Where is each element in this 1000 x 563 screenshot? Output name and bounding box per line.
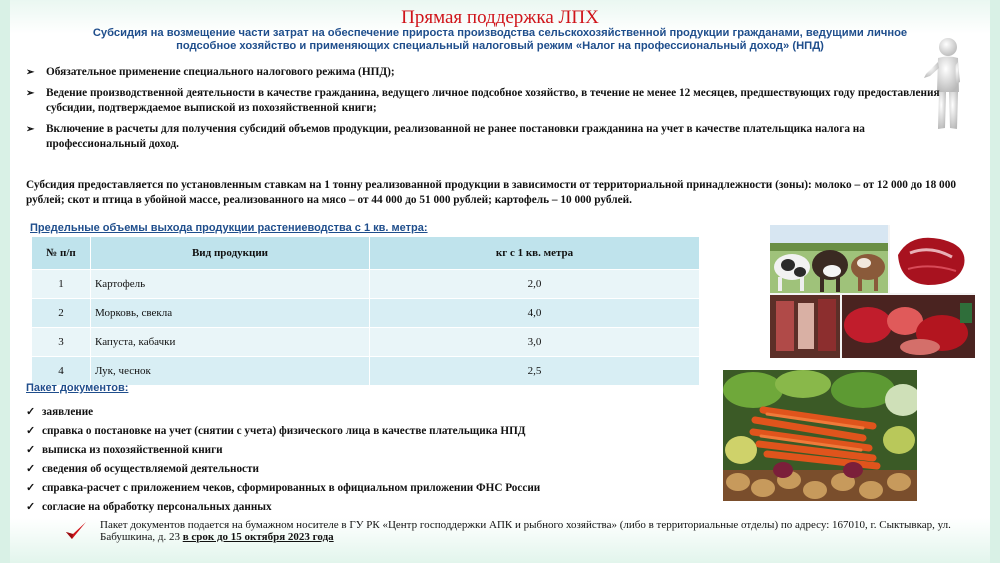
check-icon: ✓ [26, 482, 36, 494]
subsidy-rates-text: Субсидия предоставляется по установленным ставкам на 1 тонну реализованной продукции в зависимости от территориальной принадлежности (зоны): молоко – от 12 000 до 18 000 рублей; скот и птица в убойной массе, реализованного на мясо – от 44 000 до 51 000 рублей; картофель – 10 000 рублей. [26, 179, 956, 206]
table-cell: Картофель [91, 270, 370, 299]
table-cell: Лук, чеснок [91, 357, 370, 386]
document-item: ✓ согласие на обработку персональных данных [26, 498, 716, 517]
arrow-bullet-icon: ➢ [26, 88, 35, 99]
table-cell: 2,5 [370, 357, 700, 386]
table-header-cell: кг с 1 кв. метра [370, 237, 700, 270]
table-row [32, 328, 700, 357]
production-table [31, 236, 700, 386]
document-item: ✓ выписка из похозяйственной книги [26, 441, 716, 460]
table-row [32, 357, 700, 386]
requirement-item: ➢ Включение в расчеты для получения субсидий объемов продукции, реализованной не ранее постановки гражданина на учет в качестве плательщика налога на профессиональный доход. [26, 123, 865, 150]
table-cell: 4,0 [370, 299, 700, 328]
requirement-item: ➢ Обязательное применение специального налогового режима (НПД); [26, 66, 395, 78]
livestock-meat-photo [770, 225, 975, 358]
arrow-bullet-icon: ➢ [26, 124, 35, 135]
documents-caption: Пакет документов: [26, 382, 129, 394]
table-header-row [32, 237, 700, 270]
vegetables-photo [723, 370, 917, 501]
table-header-cell: Вид продукции [91, 237, 370, 270]
table-cell: 2 [32, 299, 91, 328]
table-cell: 4 [32, 357, 91, 386]
footer-text: Пакет документов подается на бумажном носителе в ГУ РК «Центр господдержки АПК и рыбного хозяйства» (либо в территориальные отделы) по адресу: 167010, г. Сыктывкар, ул. Бабушкина, д. 23 [100, 519, 951, 543]
check-icon: ✓ [26, 463, 36, 475]
document-item: ✓ заявление [26, 403, 716, 422]
table-cell: 3,0 [370, 328, 700, 357]
table-header-cell: № п/п [32, 237, 91, 270]
arrow-bullet-icon: ➢ [26, 67, 35, 78]
check-icon: ✓ [26, 425, 36, 437]
table-cell: 3 [32, 328, 91, 357]
check-icon: ✓ [26, 501, 36, 513]
document-item: ✓ справка о постановке на учет (снятии с учета) физического лица в качестве плательщика НПД [26, 422, 716, 441]
red-checkmark-icon [64, 520, 88, 542]
document-item: ✓ справка-расчет с приложением чеков, сформированных в официальном приложении ФНС России [26, 479, 716, 498]
table-caption: Предельные объемы выхода продукции растениеводства с 1 кв. метра: [30, 222, 428, 234]
table-cell: 1 [32, 270, 91, 299]
table-row [32, 270, 700, 299]
check-icon: ✓ [26, 406, 36, 418]
footer-note [100, 519, 960, 543]
table-row [32, 299, 700, 328]
page-subtitle: Субсидия на возмещение части затрат на обеспечение прироста производства сельскохозяйственной продукции гражданами, ведущими личное подсобное хозяйство и применяющих специальный налоговый режим «Налог на профессиональный доход» (НПД) [92, 27, 908, 52]
requirements-list [26, 65, 946, 158]
page-title: Прямая поддержка ЛПХ [401, 7, 599, 28]
table-cell: Морковь, свекла [91, 299, 370, 328]
requirement-item: ➢ Ведение производственной деятельности в качестве гражданина, ведущего личное подсобное хозяйство, в течение не менее 12 месяцев, предшествующих году предоставления субсидии, подтверждаемое выпиской из похозяйственной книги; [26, 87, 940, 114]
table-cell: Капуста, кабачки [91, 328, 370, 357]
check-icon: ✓ [26, 444, 36, 456]
document-item: ✓ сведения об осуществляемой деятельности [26, 460, 716, 479]
deadline-text: в срок до 15 октября 2023 года [182, 531, 334, 543]
table-cell: 2,0 [370, 270, 700, 299]
documents-list [26, 403, 716, 517]
